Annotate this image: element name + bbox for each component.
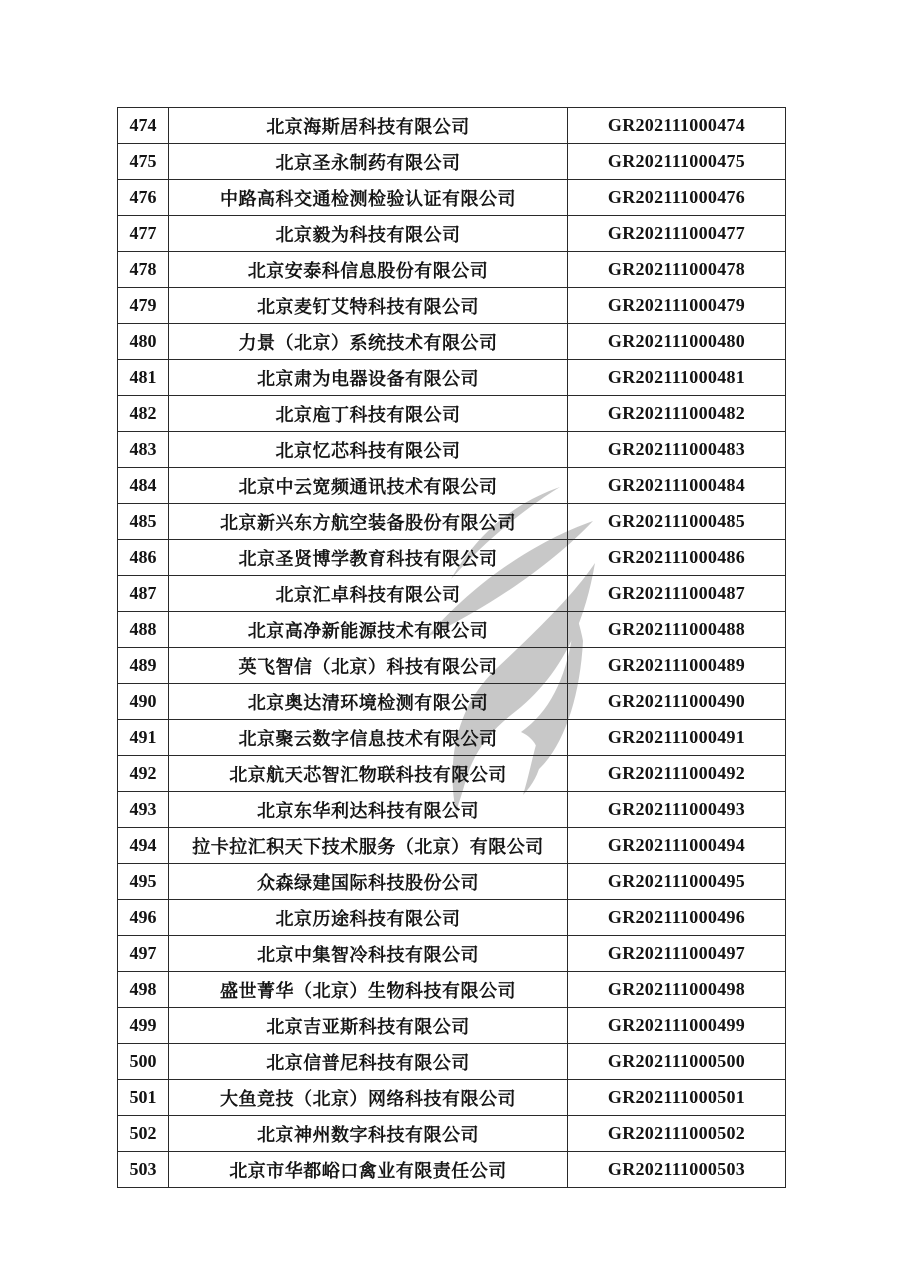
table-row — [118, 504, 786, 540]
company-name: 北京聚云数字信息技术有限公司 — [169, 720, 568, 756]
certificate-code: GR202111000480 — [568, 324, 786, 360]
row-number: 484 — [118, 468, 169, 504]
row-number: 486 — [118, 540, 169, 576]
company-name: 北京圣贤博学教育科技有限公司 — [169, 540, 568, 576]
row-number: 491 — [118, 720, 169, 756]
company-name: 北京忆芯科技有限公司 — [169, 432, 568, 468]
company-name: 北京肃为电器设备有限公司 — [169, 360, 568, 396]
table-row — [118, 252, 786, 288]
certificate-code: GR202111000502 — [568, 1116, 786, 1152]
certificate-code: GR202111000481 — [568, 360, 786, 396]
certificate-code: GR202111000478 — [568, 252, 786, 288]
certificate-code: GR202111000487 — [568, 576, 786, 612]
company-name: 北京庖丁科技有限公司 — [169, 396, 568, 432]
company-name: 北京麦钉艾特科技有限公司 — [169, 288, 568, 324]
company-name: 拉卡拉汇积天下技术服务（北京）有限公司 — [169, 828, 568, 864]
company-name: 北京历途科技有限公司 — [169, 900, 568, 936]
certificate-code: GR202111000491 — [568, 720, 786, 756]
certificate-code: GR202111000501 — [568, 1080, 786, 1116]
table-row — [118, 324, 786, 360]
row-number: 493 — [118, 792, 169, 828]
company-name: 北京航天芯智汇物联科技有限公司 — [169, 756, 568, 792]
row-number: 479 — [118, 288, 169, 324]
certificate-code: GR202111000497 — [568, 936, 786, 972]
row-number: 481 — [118, 360, 169, 396]
table-row — [118, 684, 786, 720]
table-row — [118, 900, 786, 936]
table-row — [118, 1116, 786, 1152]
table-row — [118, 216, 786, 252]
company-name: 众森绿建国际科技股份公司 — [169, 864, 568, 900]
table-row — [118, 648, 786, 684]
certificate-code: GR202111000486 — [568, 540, 786, 576]
row-number: 499 — [118, 1008, 169, 1044]
row-number: 476 — [118, 180, 169, 216]
company-name: 大鱼竞技（北京）网络科技有限公司 — [169, 1080, 568, 1116]
company-name: 北京圣永制药有限公司 — [169, 144, 568, 180]
certificate-code: GR202111000482 — [568, 396, 786, 432]
table-row — [118, 1008, 786, 1044]
table-row — [118, 108, 786, 144]
certificate-code: GR202111000477 — [568, 216, 786, 252]
row-number: 495 — [118, 864, 169, 900]
table-row — [118, 936, 786, 972]
company-name: 盛世菁华（北京）生物科技有限公司 — [169, 972, 568, 1008]
company-name: 北京新兴东方航空装备股份有限公司 — [169, 504, 568, 540]
company-name: 北京中云宽频通讯技术有限公司 — [169, 468, 568, 504]
certificate-code: GR202111000503 — [568, 1152, 786, 1188]
row-number: 482 — [118, 396, 169, 432]
table-row — [118, 144, 786, 180]
certificate-code: GR202111000490 — [568, 684, 786, 720]
row-number: 480 — [118, 324, 169, 360]
certificate-code: GR202111000483 — [568, 432, 786, 468]
table-row — [118, 792, 786, 828]
row-number: 488 — [118, 612, 169, 648]
certificate-code: GR202111000495 — [568, 864, 786, 900]
company-name: 北京信普尼科技有限公司 — [169, 1044, 568, 1080]
row-number: 477 — [118, 216, 169, 252]
table-row — [118, 288, 786, 324]
certificate-code: GR202111000489 — [568, 648, 786, 684]
table-row — [118, 540, 786, 576]
table-row — [118, 720, 786, 756]
company-name: 北京汇卓科技有限公司 — [169, 576, 568, 612]
table-row — [118, 756, 786, 792]
company-name: 北京神州数字科技有限公司 — [169, 1116, 568, 1152]
certificate-code: GR202111000500 — [568, 1044, 786, 1080]
certificate-code: GR202111000494 — [568, 828, 786, 864]
certificate-code: GR202111000498 — [568, 972, 786, 1008]
row-number: 490 — [118, 684, 169, 720]
table-row — [118, 864, 786, 900]
certificate-code: GR202111000485 — [568, 504, 786, 540]
company-name: 北京东华利达科技有限公司 — [169, 792, 568, 828]
row-number: 503 — [118, 1152, 169, 1188]
table-row — [118, 1152, 786, 1188]
table-row — [118, 180, 786, 216]
row-number: 502 — [118, 1116, 169, 1152]
table-row — [118, 1044, 786, 1080]
row-number: 487 — [118, 576, 169, 612]
row-number: 494 — [118, 828, 169, 864]
table-row — [118, 972, 786, 1008]
table-row — [118, 612, 786, 648]
company-name: 北京安泰科信息股份有限公司 — [169, 252, 568, 288]
company-list-body — [118, 108, 786, 1188]
row-number: 485 — [118, 504, 169, 540]
certificate-code: GR202111000496 — [568, 900, 786, 936]
certificate-code: GR202111000476 — [568, 180, 786, 216]
row-number: 496 — [118, 900, 169, 936]
certificate-code: GR202111000488 — [568, 612, 786, 648]
certificate-code: GR202111000474 — [568, 108, 786, 144]
certificate-code: GR202111000493 — [568, 792, 786, 828]
row-number: 474 — [118, 108, 169, 144]
row-number: 498 — [118, 972, 169, 1008]
row-number: 492 — [118, 756, 169, 792]
table-row — [118, 1080, 786, 1116]
company-name: 中路高科交通检测检验认证有限公司 — [169, 180, 568, 216]
company-list-table — [117, 107, 786, 1188]
certificate-code: GR202111000499 — [568, 1008, 786, 1044]
table-row — [118, 576, 786, 612]
company-name: 英飞智信（北京）科技有限公司 — [169, 648, 568, 684]
row-number: 489 — [118, 648, 169, 684]
company-name: 北京毅为科技有限公司 — [169, 216, 568, 252]
row-number: 483 — [118, 432, 169, 468]
company-name: 北京市华都峪口禽业有限责任公司 — [169, 1152, 568, 1188]
table-row — [118, 828, 786, 864]
table-row — [118, 432, 786, 468]
company-name: 北京吉亚斯科技有限公司 — [169, 1008, 568, 1044]
certificate-code: GR202111000475 — [568, 144, 786, 180]
company-name: 北京奥达清环境检测有限公司 — [169, 684, 568, 720]
table-row — [118, 360, 786, 396]
table-row — [118, 396, 786, 432]
certificate-code: GR202111000492 — [568, 756, 786, 792]
company-name: 力景（北京）系统技术有限公司 — [169, 324, 568, 360]
table-row — [118, 468, 786, 504]
row-number: 497 — [118, 936, 169, 972]
company-name: 北京海斯居科技有限公司 — [169, 108, 568, 144]
row-number: 475 — [118, 144, 169, 180]
certificate-code: GR202111000479 — [568, 288, 786, 324]
row-number: 500 — [118, 1044, 169, 1080]
company-name: 北京中集智冷科技有限公司 — [169, 936, 568, 972]
row-number: 501 — [118, 1080, 169, 1116]
certificate-code: GR202111000484 — [568, 468, 786, 504]
company-name: 北京高净新能源技术有限公司 — [169, 612, 568, 648]
row-number: 478 — [118, 252, 169, 288]
